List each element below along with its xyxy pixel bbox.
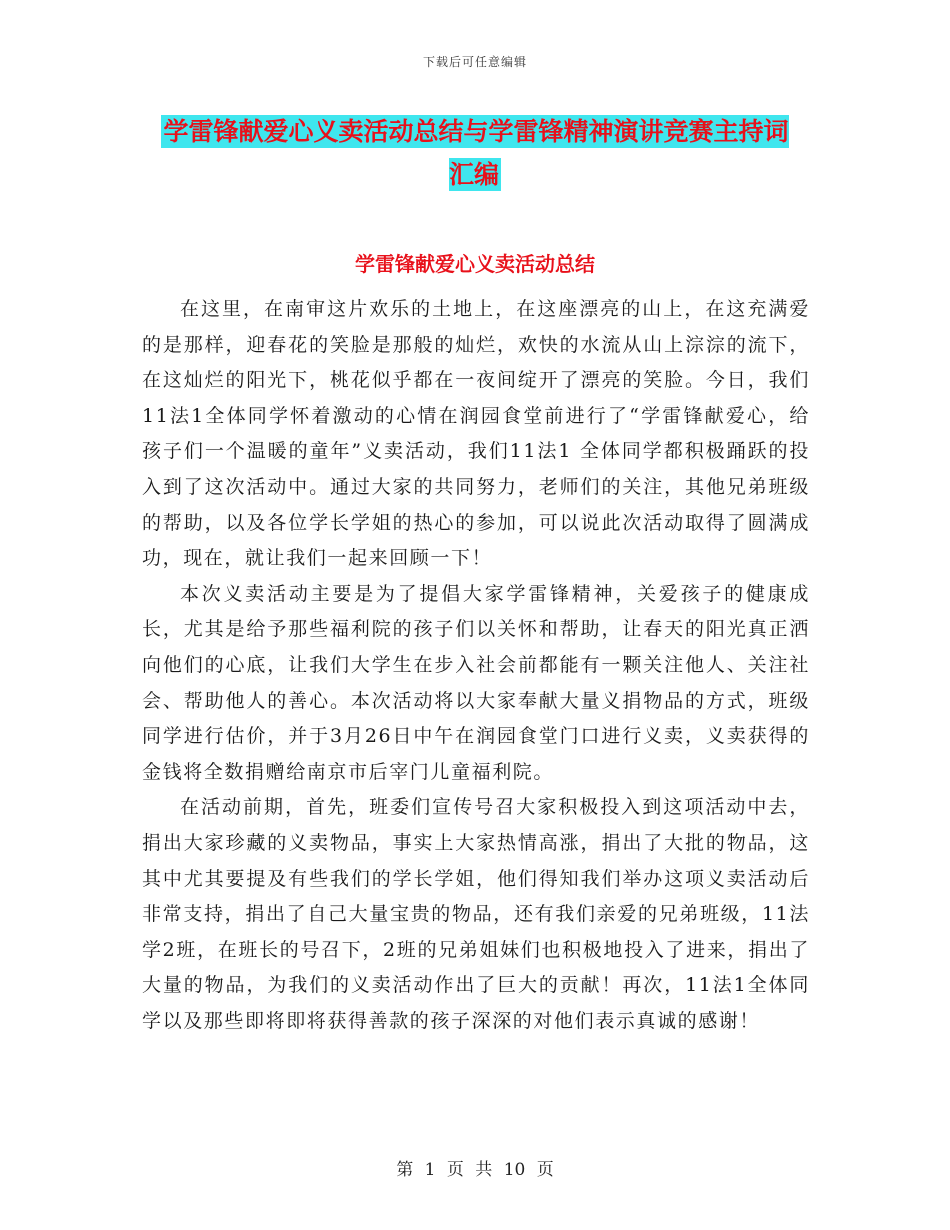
section-title: 学雷锋献爱心义卖活动总结 xyxy=(355,252,595,276)
document-title-text: 学雷锋献爱心义卖活动总结与学雷锋精神演讲竞赛主持词汇编 xyxy=(163,117,789,189)
paragraph: 在活动前期，首先，班委们宣传号召大家积极投入到这项活动中去，捐出大家珍藏的义卖物品，事实上大家热情高涨，捐出了大批的物品，这其中尤其要提及有些我们的学长学姐，他们得知我们举办这项义卖活动后非常支持，捐出了自己大量宝贵的物品，还有我们亲爱的兄弟班级，11法学2班，在班长的号召下，2班的兄弟姐妹们也积极地投入了进来，捐出了大量的物品，为我们的义卖活动作出了巨大的贡献！再次，11法1全体同学以及那些即将即将获得善款的孩子深深的对他们表示真诚的感谢！ xyxy=(142,796,810,1032)
page-header-note: 下载后可任意编辑 xyxy=(422,55,527,69)
document-body xyxy=(142,292,810,1039)
page-number: 第 1 页 共 10 页 xyxy=(396,1160,554,1180)
document-title xyxy=(150,110,800,196)
paragraph: 本次义卖活动主要是为了提倡大家学雷锋精神，关爱孩子的健康成长，尤其是给予那些福利院的孩子们以关怀和帮助，让春天的阳光真正洒向他们的心底，让我们大学生在步入社会前都能有一颗关注他人、关注社会、帮助他人的善心。本次活动将以大家奉献大量义捐物品的方式，班级同学进行估价，并于3月26日中午在润园食堂门口进行义卖，义卖获得的金钱将全数捐赠给南京市后宰门儿童福利院。 xyxy=(142,582,810,783)
paragraph: 在这里，在南审这片欢乐的土地上，在这座漂亮的山上，在这充满爱的是那样，迎春花的笑脸是那般的灿烂，欢快的水流从山上淙淙的流下，在这灿烂的阳光下，桃花似乎都在一夜间绽开了漂亮的笑脸。今日，我们11法1全体同学怀着激动的心情在润园食堂前进行了“学雷锋献爱心，给孩子们一个温暖的童年”义卖活动，我们11法1 全体同学都积极踊跃的投入到了这次活动中。通过大家的共同努力，老师们的关注，其他兄弟班级的帮助，以及各位学长学姐的热心的参加，可以说此次活动取得了圆满成功，现在，就让我们一起来回顾一下！ xyxy=(142,298,810,570)
